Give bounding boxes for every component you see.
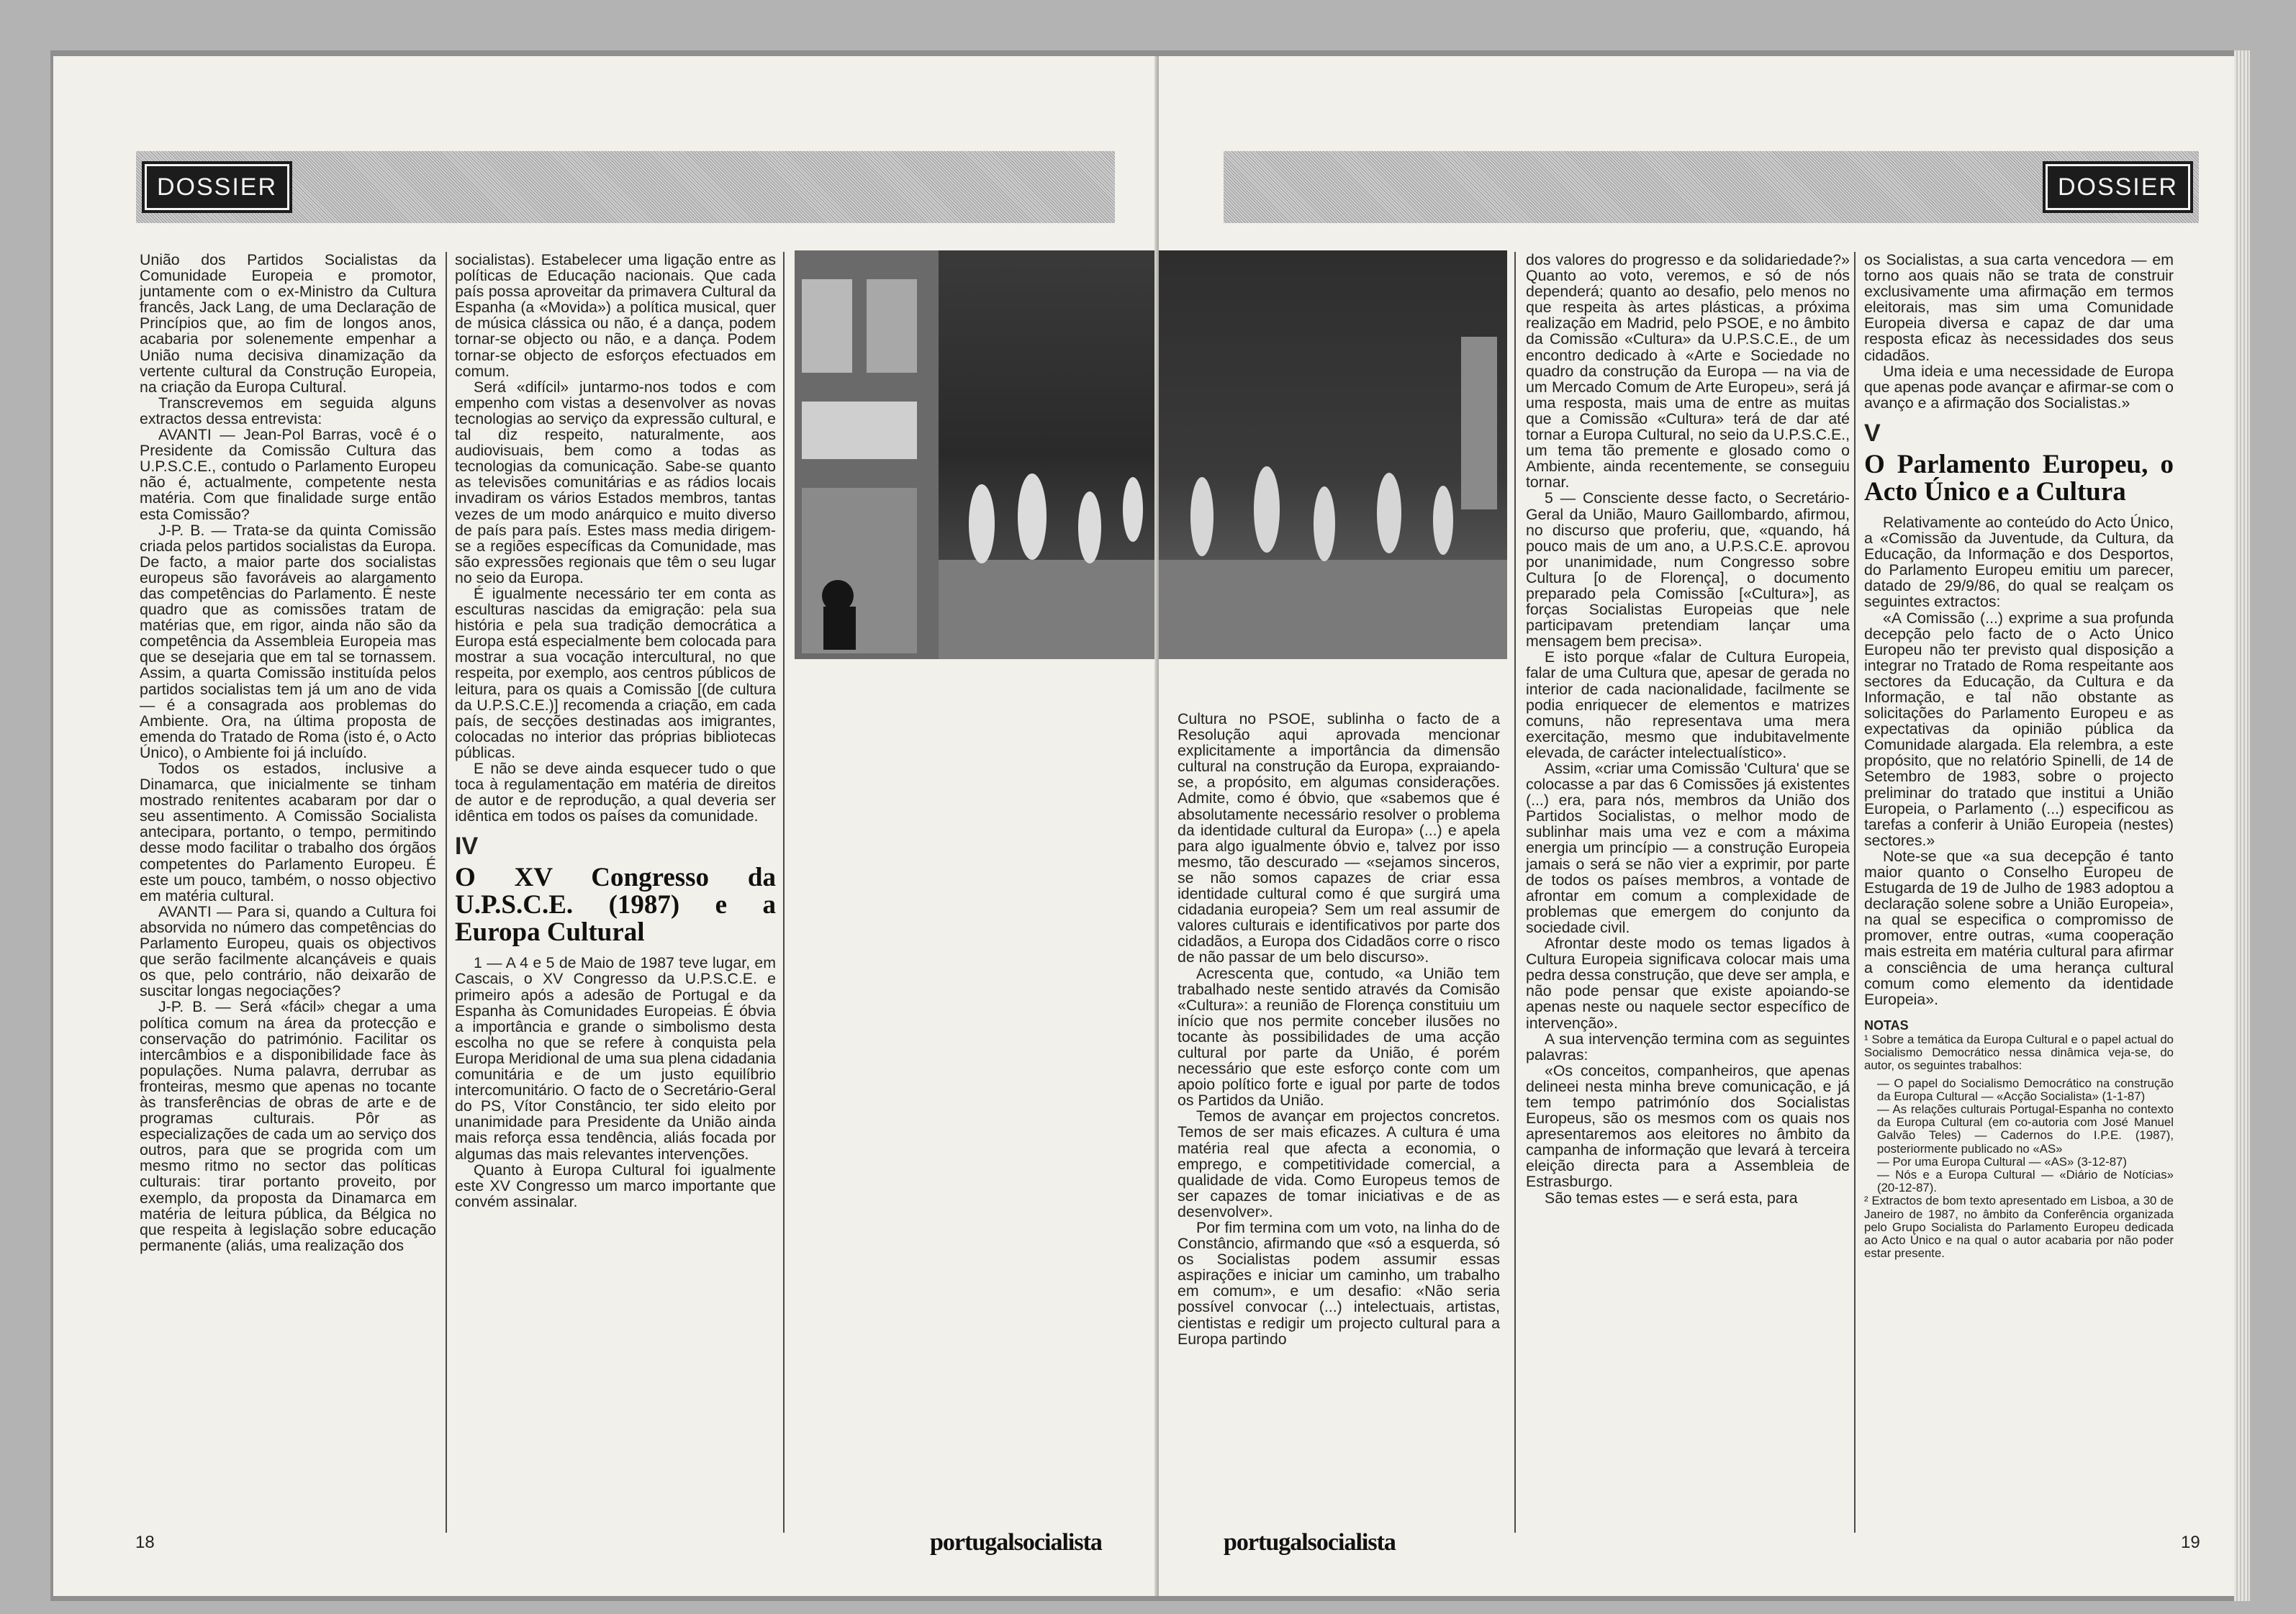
paragraph: 1 — A 4 e 5 de Maio de 1987 teve lugar, em Cascais, o XV Congresso da U.P.S.C.E. e primeiro após a adesão de Portugal e da Espanha às Comunidades Europeias. É óbvia a importância e grande o simbolismo desta escolha no que se refere à conquista pela Europa Meridional de uma sua plena cidadania comunitária e de um justo equilíbrio intercomunitário. O facto de o Secretário-Geral do PS, Vítor Constâncio, ter sido eleito por unanimidade para Presidente da União ainda mais reforça essa tendência, aliás focada por algumas das mais relevantes intervenções. [455, 954, 776, 1163]
dossier-tag-right: DOSSIER [2046, 164, 2190, 210]
paragraph: Assim, «criar uma Comissão 'Cultura' que se colocasse a par das 6 Comissões já existentes (...) era, para nós, membros da União dos Partidos Socialistas, o melhor modo de sublinhar mais uma vez e com a máxima energia um princípio — a construção Europeia jamais o será se não vier a exprimir, por parte de todos os países membros, a vontade de afrontar em comum a complexidade de problemas que emergem do conjunto da sociedade civil. [1526, 760, 1850, 936]
paragraph: Quanto à Europa Cultural foi igualmente este XV Congresso um marco importante que convém assinalar. [455, 1161, 776, 1210]
paragraph: É igualmente necessário ter em conta as esculturas nascidas da emigração: pela sua história e pela sua tradição democrática a Europa está especialmente bem colocada para mostrar a sua vocação intercultural, no que respeita, por exemplo, aos centros públicos de leitura, para os quais a Comissão [(de cultura da U.P.S.C.E.)] recomenda a criação, em cada país, de secções destinadas aos imigrantes, colocadas no interior das próprias bibliotecas públicas. [455, 584, 776, 761]
note: ² Extractos de bom texto apresentado em Lisboa, a 30 de Janeiro de 1987, no âmbito da Conferência organizada pelo Grupo Socialista do Parlamento Europeu dedicada ao Acto Único e na qual o autor acabaria por não poder estar presente. [1864, 1194, 2174, 1261]
paragraph: J-P. B. — Será «fácil» chegar a uma política comum na área da protecção e conservação do património. Facilitar os intercâmbios e a disponibilidade face às populações. Numa palavra, derrubar as fronteiras, mesmo que apenas no tocante às transferências de obras de arte e de programas culturais. Pôr as especializações de cada um ao serviço dos outros, para que se progrida com um mesmo ritmo no sector das políticas culturais: tirar portanto proveito, por exemplo, da proposta da Dinamarca em matéria de leitura pública, da Bélgica no que respeita à legislação sobre educação permanente (aliás, uma realização dos [140, 998, 436, 1254]
paragraph: «Os conceitos, companheiros, que apenas delineei nesta minha breve comunicação, e já tem tempo patrimónío dos Socialistas Europeus, são os mesmos com os quais nos apresentaremos aos eleitores no âmbito da campanha de informação que levará à terceira eleição directa para a Assembleia de Estrasburgo. [1526, 1061, 1850, 1191]
paragraph: Acrescenta que, contudo, «a União tem trabalhado neste sentido através da Comisão «Cultura»: a reunião de Florença constituiu um início que nos permite conceber ilusões no tocante às possibilidades de uma acção cultural por parte da União, é porém necessário que este esforço conte com um apoio político forte e igual por parte de todos os Partidos da União. [1178, 964, 1500, 1110]
publication-logo: portugalsocialista [1224, 1529, 1396, 1556]
paragraph: E isto porque «falar de Cultura Europeia, falar de uma Cultura que, apesar de gerada no interior de cada nacionalidade, facilmente se podia enriquecer de elementos e matrizes comuns, não representava uma mera exercitação, mesmo que indubitavelmente elevada, de carácter intelectualístico». [1526, 648, 1850, 761]
section-title: O Parlamento Europeu, o Acto Único e a Cultura [1864, 449, 2174, 507]
right-column-1 [1178, 711, 1500, 1347]
page-number: 19 [2181, 1533, 2200, 1552]
paragraph: Relativamente ao conteúdo do Acto Único, a «Comissão da Juventude, da Cultura, da Educação, da Informação e dos Desportos, do Parlamento Europeu emitiu um parecer, datado de 29/9/86, do qual se realçam os seguintes extractos: [1864, 513, 2174, 611]
paragraph: «A Comissão (...) exprime a sua profunda decepção pelo facto de o Acto Único Europeu não ter previsto qual disposição a integrar no Tratado de Roma respeitante aos sectores da Educação, da Cultura e da Informação, e tal não obstante as solicitações do Parlamento Europeu e as expectativas da opinião pública da Comunidade alargada. Ela relembra, a este propósito, que no relatório Spinelli, de 14 de Setembro de 1983, sobre o projecto preliminar do tratado que institui a União Europeia, o Parlamento (...) especificou as tarefas a conferir à União Europeia (nestes) sectores.» [1864, 609, 2174, 849]
left-page [53, 56, 1159, 1596]
paragraph: AVANTI — Jean-Pol Barras, você é o Presidente da Comissão Cultura das U.P.S.C.E., contudo o Parlamento Europeu não é, actualmente, competente nesta matéria. Com que finalidade surge então esta Comissão? [140, 426, 436, 523]
paragraph: socialistas). Estabelecer uma ligação entre as políticas de Educação nacionais. Que cada país possa aproveitar da primavera Cultural da Espanha (a «Movida») a política musical, quer de música clássica ou não, é a dança, podem tornar-se objecto ou não, e a dança. Podem tornar-se objecto de esforços efectuados em comum. [455, 251, 776, 380]
left-column-1 [140, 252, 436, 1253]
right-page [1159, 56, 2238, 1596]
page-stack-edge [2234, 50, 2250, 1601]
section-title: O XV Congresso da U.P.S.C.E. (1987) e a Europa Cultural [455, 863, 776, 948]
right-column-3 [1864, 252, 2174, 1264]
photo-image [1159, 250, 1507, 659]
notes-block [1864, 1033, 2174, 1260]
header-band-left [136, 151, 1115, 223]
paragraph: Uma ideia e uma necessidade de Europa que apenas pode avançar e afirmar-se com o avanço e a afirmação dos Socialistas.» [1864, 362, 2174, 412]
note-item: — Por uma Europa Cultural — «AS» (3-12-87) [1877, 1154, 2127, 1169]
theatre-photo-right [1159, 250, 1507, 659]
paragraph: Por fim termina com um voto, na linha do de Constâncio, afirmando que «só a esquerda, só os Socialistas podem assumir essas aspirações e iniciar um caminho, um trabalho em comum», e um desafio: «Não seria possível convocar (...) intelectuais, artistas, cientistas e redigir um projecto cultural para a Europa partindo [1178, 1219, 1500, 1348]
paragraph: União dos Partidos Socialistas da Comunidade Europeia e promotor, juntamente com o ex-Ministro da Cultura francês, Jack Lang, de uma Declaração de Princípios que, ao fim de longos anos, acabaria por solenemente empenhar a União numa decisiva dinamização da vertente cultural da Construção Europeia, na criação da Europa Cultural. [140, 251, 436, 396]
paragraph: Será «difícil» juntarmo-nos todos e com empenho com vistas a desenvolver as novas tecnologias ao serviço da expressão cultural, e tal diz respeito, naturalmente, aos audiovisuais, bem como a todas as tecnologias da comunicação. Sabe-se quanto as televisões comunitárias e as rádios locais invadiram os vários Estados membros, tantas vezes de um modo anárquico e muito diverso de país para país. Estes mass media dirigem-se a regiões específicas da Comunidade, mas são expressões regionais que têm o seu lugar no seio da Europa. [455, 378, 776, 586]
note-item: — As relações culturais Portugal-Espanha no contexto da Europa Cultural (em co-autoria com José Manuel Galvão Teles) — Cadernos do I.P.E. (1987), posteriormente publicado no «AS» [1877, 1102, 2174, 1156]
header-band-right [1224, 151, 2199, 223]
paragraph: dos valores do progresso e da solidariedade?» Quanto ao voto, veremos, e só de nós dependerá; quanto ao desafio, pelo menos no que respeita às artes plásticas, a próxima realização em Madrid, pelo PSOE, e no âmbito da Comissão «Cultura» da U.P.S.C.E., de um encontro dedicado à «Arte e Sociedade no quadro da construção da Europa — na via de um Mercado Comum de Arte Europeu», será já uma resposta, mais uma de entre as muitas que a Comissão «Cultura» terá de dar até tornar a Europa Cultural, no seio da U.P.S.C.E., um tema tão premente e glosado como o Ambiente, ainda recentemente, se conseguiu tornar. [1526, 251, 1850, 491]
right-column-2 [1526, 252, 1850, 1206]
column-rule [1854, 252, 1856, 1533]
paragraph: São temas estes — e será esta, para [1545, 1189, 1798, 1207]
section-number: V [1864, 419, 1881, 447]
dossier-tag-left: DOSSIER [145, 164, 289, 210]
column-rule [446, 252, 447, 1533]
note-item: — O papel do Socialismo Democrático na construção da Europa Cultural — «Acção Socialista» (1-1-87) [1877, 1076, 2174, 1103]
paragraph: Transcrevemos em seguida alguns extractos dessa entrevista: [140, 394, 436, 427]
page-number: 18 [135, 1533, 155, 1552]
paragraph: Cultura no PSOE, sublinha o facto de a Resolução aqui aprovada mencionar explicitamente a importância da dimensão cultural na construção da Europa, expraiando-se, a propósito, em algumas considerações. Admite, como é óbvio, que «sabemos que é absolutamente necessário resolver o problema da identidade cultural da Europa» (...) e apela para algo igualmente óbvio e, talvez por isso mesmo, tão descurado — «sejamos sinceros, se não somos capazes de criar essa identidade cultural como é que surgirá uma cidadania europeia? Sem um real assumir de valores culturais e identificativos por parte dos cidadãos, a Europa dos Cidadãos corre o risco de não passar de um belo discurso». [1178, 710, 1500, 966]
paragraph: Afrontar deste modo os temas ligados à Cultura Europeia significava colocar mais uma pedra dessa construção, que deve ser ampla, e não pode pensar que existe apoiando-se apenas neste ou naquele sector específico de intervenção». [1526, 935, 1850, 1032]
paragraph: E não se deve ainda esquecer tudo o que toca à regulamentação em matéria de direitos de autor e de reprodução, a qual deveria ser idêntica em todos os países da comunidade. [455, 760, 776, 825]
section-number: IV [455, 833, 479, 861]
left-column-2 [455, 252, 776, 1210]
paragraph: Todos os estados, inclusive a Dinamarca, que inicialmente se tinham mostrado renitentes acabaram por dar o seu assentimento. A Comissão Socialista antecipara, portanto, o tempo, permitindo desse modo facilitar o trabalho dos órgãos competentes do Parlamento Europeu. É este um pouco, também, o nosso objectivo em matéria cultural. [140, 760, 436, 905]
theatre-photo-left [795, 250, 1159, 659]
photo-image [795, 250, 1159, 659]
note-item: — Nós e a Europa Cultural — «Diário de Notícias» (20-12-87). [1877, 1167, 2174, 1195]
notes-title: NOTAS [1864, 1017, 1909, 1033]
paragraph: A sua intervenção termina com as seguintes palavras: [1526, 1030, 1850, 1064]
paragraph: Note-se que «a sua decepção é tanto maior quanto o Conselho Europeu de Estugarda de 19 de Julho de 1983 adoptou a declaração solene sobre a União Europeia», na qual se especifica o compromisso de promover, entre outras, «uma cooperação mais estreita em matéria cultural para afirmar a consciência de uma herança cultural comum como elemento da identidade Europeia». [1864, 847, 2174, 1008]
paragraph: os Socialistas, a sua carta vencedora — em torno aos quais não se trata de construir exclusivamente uma afirmação em termos eleitorais, mas sim uma Comunidade Europeia diversa e capaz de dar uma resposta eficaz às necessidades dos seus cidadãos. [1864, 251, 2174, 364]
paragraph: J-P. B. — Trata-se da quinta Comissão criada pelos partidos socialistas da Europa. De facto, a maior parte dos socialistas europeus são favoráveis ao alargamento das competências do Parlamento. É neste quadro que as comissões tratam de matérias que, em rigor, ainda não são da competência da Assembleia Europeia mas que se desejaria que em tal se tornassem. Assim, a quarta Comissão instituída pelos partidos socialistas tem já um ano de vida — é a consagrada aos problemas do Ambiente. Ora, na última proposta de emenda do Tratado de Roma (isto é, o Acto Único), o Ambiente foi já incluído. [140, 521, 436, 761]
column-rule [1514, 252, 1516, 1533]
paragraph: 5 — Consciente desse facto, o Secretário-Geral da União, Mauro Gaillombardo, afirmou, no discurso que proferiu, que, «quando, há pouco mais de um ano, a U.P.S.C.E. aprovou por unanimidade, num Congresso sobre Cultura [o de Florença], o documento preparado pela Comissão [«Cultura»], as forças Socialistas Europeias que nele participavam pretendiam lançar uma mensagem bem precisa». [1526, 489, 1850, 650]
note: ¹ Sobre a temática da Europa Cultural e o papel actual do Socialismo Democrático nessa dinâmica veja-se, do autor, os seguintes trabalhos: [1864, 1032, 2174, 1073]
paragraph: AVANTI — Para si, quando a Cultura foi absorvida no número das competências do Parlamento Europeu, quais os objectivos que serão facilmente alcançáveis e quais os que, pelo contrário, não deixarão de suscitar longas negociações? [140, 902, 436, 1000]
column-rule [783, 252, 785, 1533]
paragraph: Temos de avançar em projectos concretos. Temos de ser mais eficazes. A cultura é uma matéria real que afecta a economia, o emprego, e competitividade comercial, a qualidade de vida. Como Europeus temos de ser capazes de tomar iniciativas e de as desenvolver». [1178, 1107, 1500, 1220]
publication-logo: portugalsocialista [930, 1529, 1102, 1556]
